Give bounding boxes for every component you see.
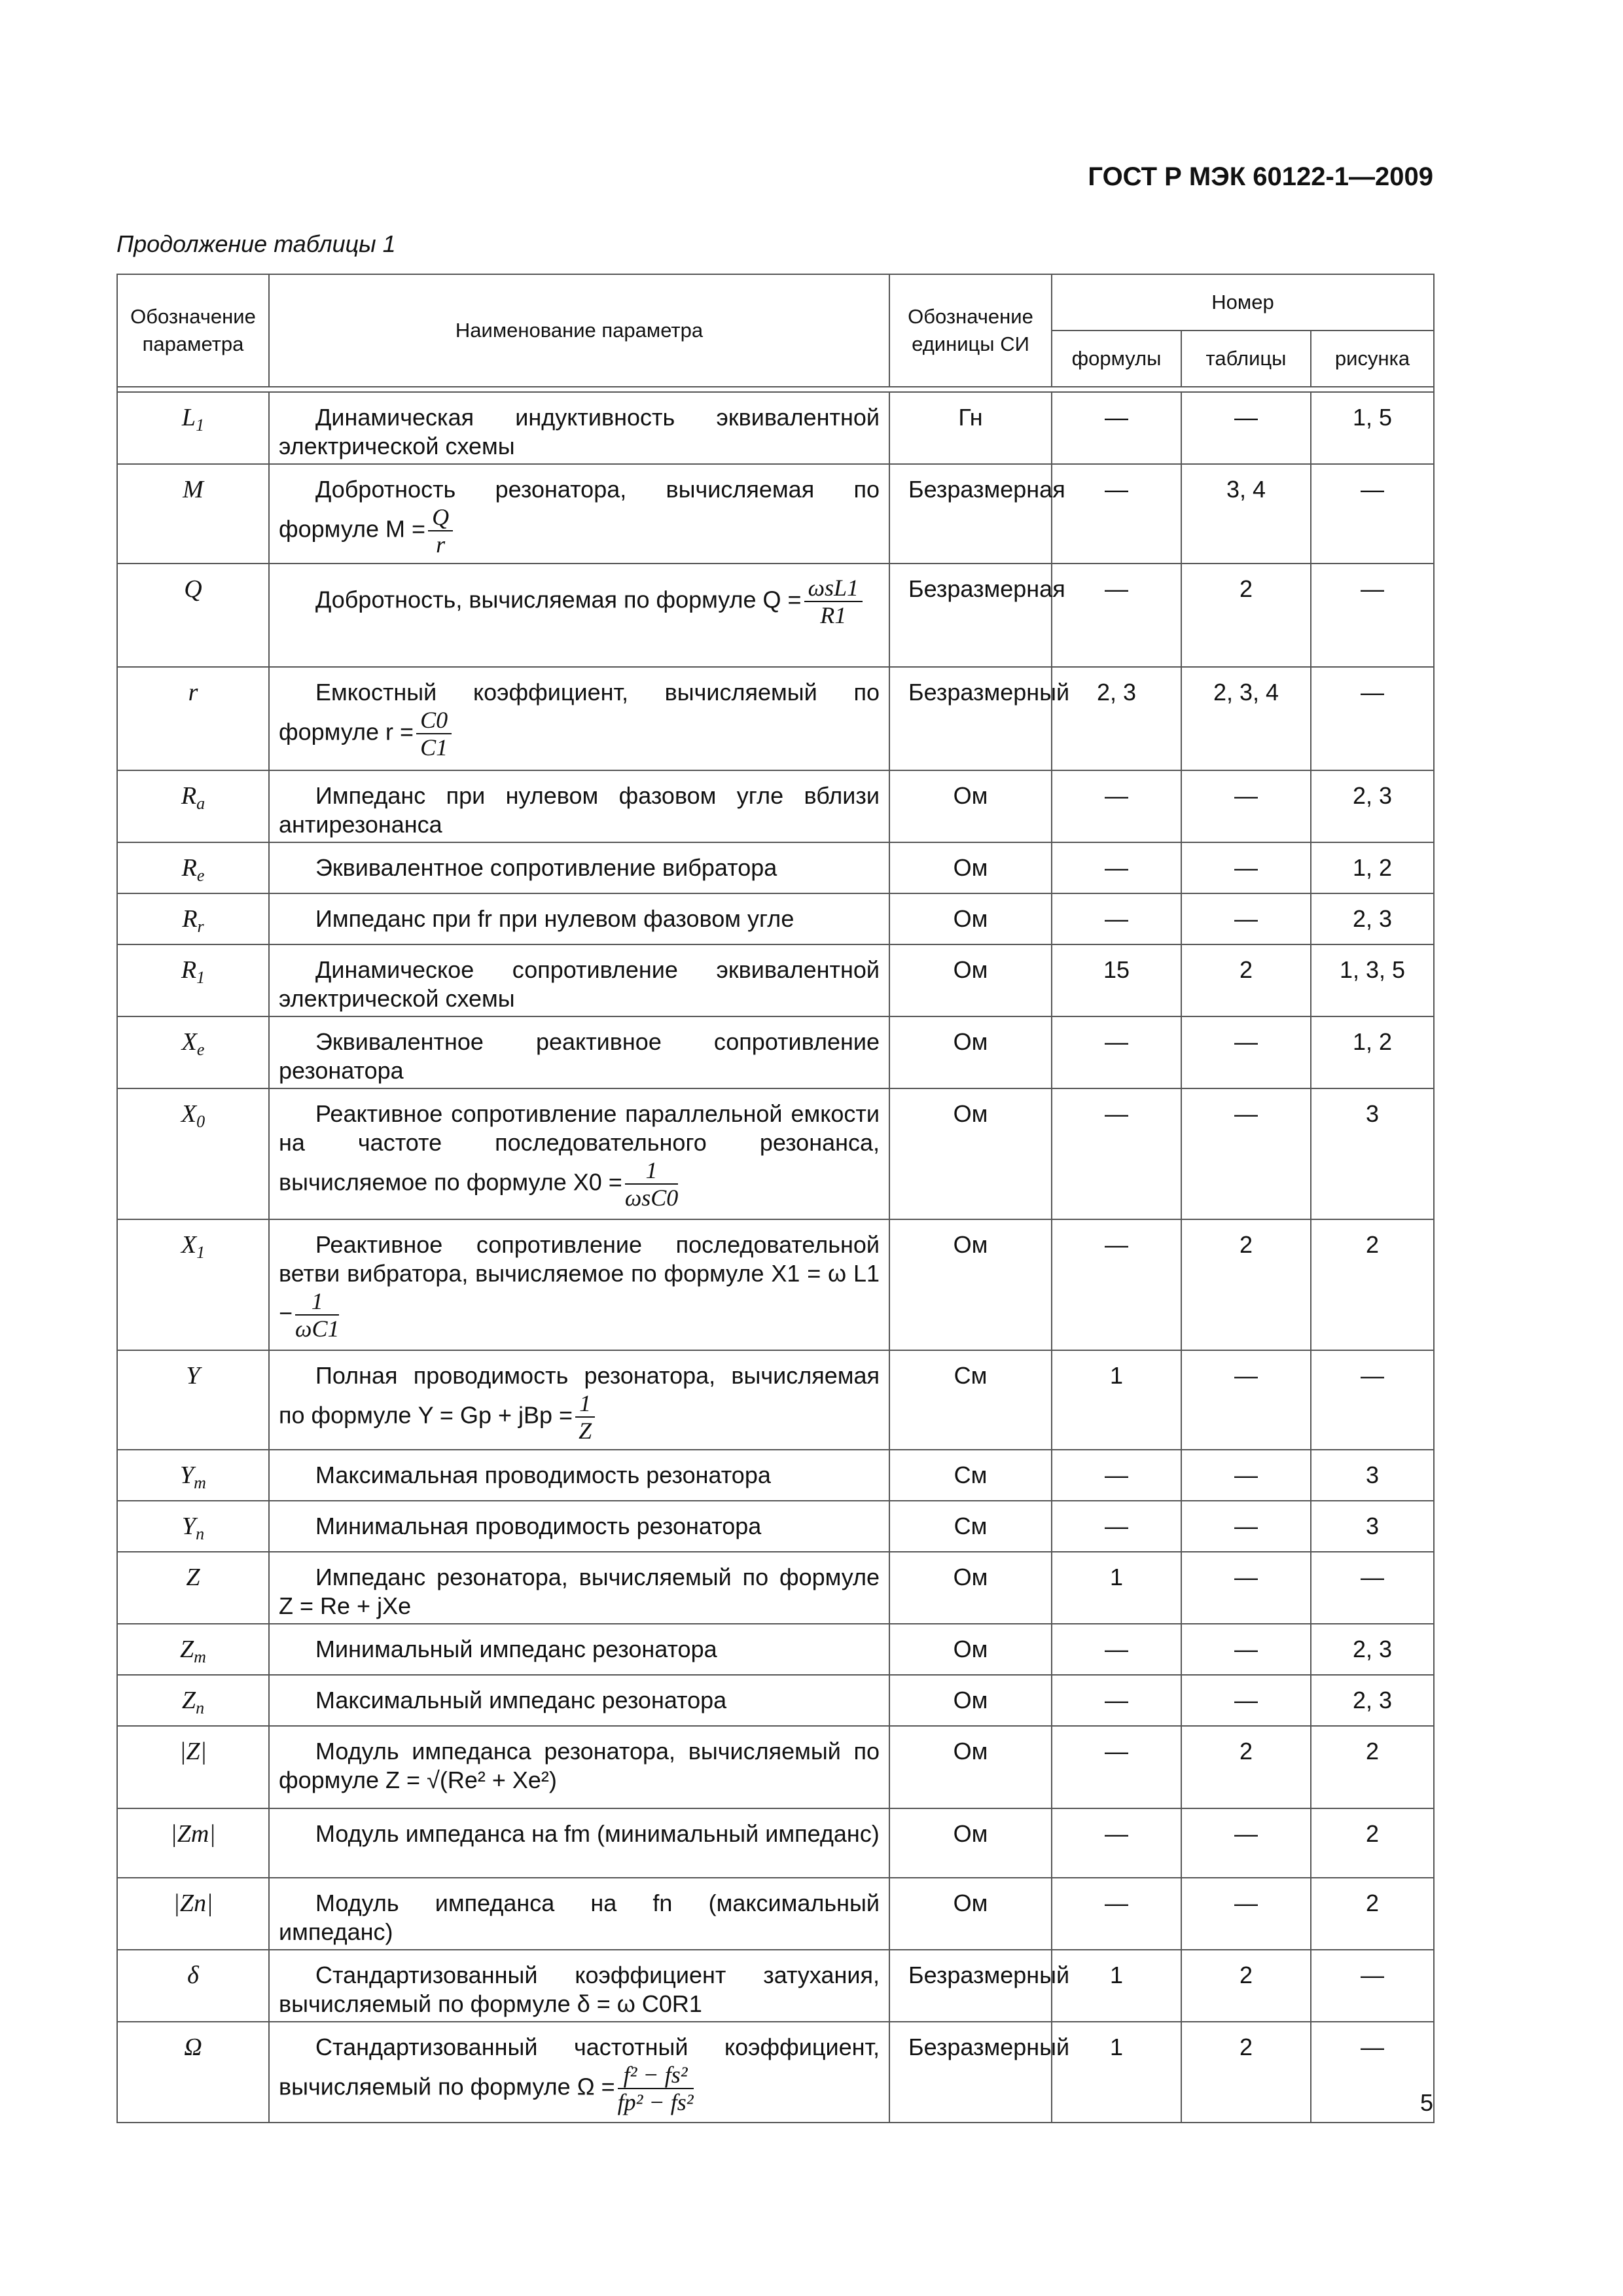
table-number: — xyxy=(1181,1808,1311,1878)
symbol-letter: X xyxy=(181,1231,197,1259)
figure-number: — xyxy=(1311,1350,1434,1450)
param-description xyxy=(269,770,889,842)
table-number: — xyxy=(1181,770,1311,842)
param-unit: Ом xyxy=(889,1088,1052,1219)
symbol-letter: R xyxy=(181,956,197,984)
table-number: 2 xyxy=(1181,1950,1311,2022)
formula-number: 1 xyxy=(1052,1552,1181,1624)
table-number: — xyxy=(1181,1088,1311,1219)
description-text: Стандартизованный коэффициент затухания, вычисляемый по формуле δ = ω C0R1 xyxy=(279,1962,880,2017)
table-row xyxy=(117,1624,1434,1675)
symbol-letter: X xyxy=(181,1100,197,1128)
description-text: Максимальный импеданс резонатора xyxy=(315,1687,727,1713)
formula-number: — xyxy=(1052,392,1181,464)
param-description xyxy=(269,893,889,944)
figure-number: 3 xyxy=(1311,1088,1434,1219)
table-row xyxy=(117,1088,1434,1219)
header-figure: рисунка xyxy=(1311,331,1434,387)
formula-fraction xyxy=(618,2062,694,2115)
figure-number: 1, 3, 5 xyxy=(1311,944,1434,1016)
table-number: — xyxy=(1181,1350,1311,1450)
table-number: — xyxy=(1181,1552,1311,1624)
param-unit: Ом xyxy=(889,1219,1052,1350)
param-unit: Ом xyxy=(889,770,1052,842)
table-row xyxy=(117,464,1434,564)
figure-number: 2, 3 xyxy=(1311,770,1434,842)
fraction-numerator: f² − fs² xyxy=(618,2062,694,2089)
figure-number: — xyxy=(1311,667,1434,770)
param-description xyxy=(269,944,889,1016)
fraction-numerator: C0 xyxy=(416,707,452,734)
fraction-numerator: ωsL1 xyxy=(804,575,863,602)
param-unit: Безразмерная xyxy=(889,464,1052,564)
description-text: Минимальная проводимость резонатора xyxy=(315,1513,762,1539)
param-unit: Ом xyxy=(889,1016,1052,1088)
table-row xyxy=(117,1450,1434,1501)
param-symbol xyxy=(117,1726,269,1808)
param-symbol xyxy=(117,893,269,944)
table-row xyxy=(117,392,1434,464)
formula-number: — xyxy=(1052,893,1181,944)
table-number: — xyxy=(1181,1016,1311,1088)
table-row xyxy=(117,2022,1434,2123)
description-text: Модуль импеданса на fm (минимальный импеданс) xyxy=(315,1820,880,1847)
figure-number: — xyxy=(1311,564,1434,667)
figure-number: 2, 3 xyxy=(1311,1675,1434,1726)
symbol-letter: L xyxy=(181,404,196,431)
param-description xyxy=(269,1552,889,1624)
description-text: Емкостный коэффициент, вычисляемый по формуле r = xyxy=(279,679,880,745)
symbol-letter: |Zm| xyxy=(170,1820,216,1848)
param-symbol xyxy=(117,842,269,893)
formula-number: 1 xyxy=(1052,1950,1181,2022)
header-separator xyxy=(117,387,1434,392)
formula-number: — xyxy=(1052,770,1181,842)
table-row xyxy=(117,1808,1434,1878)
description-text: Реактивное сопротивление параллельной емкости на частоте последовательного резонанса, вычисляемое по формуле X0 = xyxy=(279,1100,880,1196)
table-row xyxy=(117,1501,1434,1552)
symbol-letter: R xyxy=(181,854,197,882)
param-symbol xyxy=(117,1950,269,2022)
param-symbol xyxy=(117,770,269,842)
description-text: Модуль импеданса резонатора, вычисляемый по формуле Z = √(Re² + Xe²) xyxy=(279,1738,880,1793)
symbol-letter: R xyxy=(182,905,198,933)
table-body xyxy=(117,392,1434,2123)
symbol-letter: R xyxy=(181,782,197,810)
param-description xyxy=(269,392,889,464)
description-text: Динамическое сопротивление эквивалентной электрической схемы xyxy=(279,956,880,1012)
formula-number: 2, 3 xyxy=(1052,667,1181,770)
param-description xyxy=(269,1088,889,1219)
description-text: Максимальная проводимость резонатора xyxy=(315,1462,771,1488)
description-text: Импеданс резонатора, вычисляемый по формуле Z = Re + jXe xyxy=(279,1564,880,1619)
header-formula: формулы xyxy=(1052,331,1181,387)
formula-number: — xyxy=(1052,1450,1181,1501)
param-unit: Безразмерный xyxy=(889,2022,1052,2123)
table-row xyxy=(117,1878,1434,1950)
table-number: 2 xyxy=(1181,1726,1311,1808)
parameters-table xyxy=(116,274,1435,2123)
param-unit: Ом xyxy=(889,1726,1052,1808)
figure-number: — xyxy=(1311,1552,1434,1624)
param-description xyxy=(269,1350,889,1450)
symbol-subscript: n xyxy=(196,1698,205,1717)
fraction-denominator: Z xyxy=(579,1418,592,1444)
param-description xyxy=(269,1726,889,1808)
table-row xyxy=(117,1552,1434,1624)
formula-number: — xyxy=(1052,1808,1181,1878)
figure-number: 2, 3 xyxy=(1311,893,1434,944)
description-text: Динамическая индуктивность эквивалентной электрической схемы xyxy=(279,404,880,459)
param-symbol xyxy=(117,1088,269,1219)
formula-number: — xyxy=(1052,1219,1181,1350)
header-unit: Обозначение единицы СИ xyxy=(889,274,1052,387)
formula-fraction xyxy=(428,504,453,558)
param-description xyxy=(269,667,889,770)
formula-number: — xyxy=(1052,1878,1181,1950)
formula-fraction xyxy=(804,575,863,628)
param-symbol xyxy=(117,464,269,564)
param-unit: См xyxy=(889,1450,1052,1501)
param-symbol xyxy=(117,1501,269,1552)
table-row xyxy=(117,1950,1434,2022)
symbol-letter: |Z| xyxy=(179,1738,207,1765)
fraction-denominator: R1 xyxy=(820,602,847,628)
figure-number: 2 xyxy=(1311,1878,1434,1950)
formula-number: — xyxy=(1052,1016,1181,1088)
param-description xyxy=(269,1219,889,1350)
table-row xyxy=(117,564,1434,667)
param-symbol xyxy=(117,1878,269,1950)
table-number: 2 xyxy=(1181,1219,1311,1350)
description-text: Импеданс при fr при нулевом фазовом угле xyxy=(315,905,794,932)
param-description xyxy=(269,1950,889,2022)
figure-number: 1, 2 xyxy=(1311,842,1434,893)
page-number: 5 xyxy=(1419,2089,1433,2116)
param-unit: Ом xyxy=(889,1552,1052,1624)
description-text: Реактивное сопротивление последовательной ветви вибратора, вычисляемое по формуле X1 = ω L1 − xyxy=(279,1231,880,1327)
figure-number: 1, 5 xyxy=(1311,392,1434,464)
param-description xyxy=(269,2022,889,2123)
param-symbol xyxy=(117,1675,269,1726)
document-code: ГОСТ Р МЭК 60122-1—2009 xyxy=(1088,162,1433,191)
param-symbol xyxy=(117,1350,269,1450)
symbol-letter: Y xyxy=(181,1513,196,1540)
figure-number: 2 xyxy=(1311,1219,1434,1350)
param-description xyxy=(269,1501,889,1552)
param-symbol xyxy=(117,1450,269,1501)
param-unit: Ом xyxy=(889,1878,1052,1950)
formula-number: — xyxy=(1052,1726,1181,1808)
formula-number: 1 xyxy=(1052,1350,1181,1450)
table-row xyxy=(117,1350,1434,1450)
param-symbol xyxy=(117,667,269,770)
symbol-subscript: a xyxy=(196,794,205,813)
param-description xyxy=(269,1878,889,1950)
symbol-letter: Z xyxy=(186,1564,200,1591)
figure-number: — xyxy=(1311,464,1434,564)
description-text: Добротность резонатора, вычисляемая по формуле M = xyxy=(279,476,880,543)
formula-number: — xyxy=(1052,1088,1181,1219)
fraction-denominator: fp² − fs² xyxy=(617,2089,694,2115)
formula-fraction xyxy=(575,1390,595,1444)
figure-number: 2 xyxy=(1311,1808,1434,1878)
table-row xyxy=(117,944,1434,1016)
symbol-letter: r xyxy=(188,679,198,706)
param-unit: Ом xyxy=(889,1624,1052,1675)
table-row xyxy=(117,842,1434,893)
description-text: Модуль импеданса на fn (максимальный импеданс) xyxy=(279,1890,880,1945)
formula-number: — xyxy=(1052,564,1181,667)
symbol-subscript: e xyxy=(196,1040,205,1059)
table-number: — xyxy=(1181,392,1311,464)
fraction-numerator: Q xyxy=(428,504,453,531)
param-symbol xyxy=(117,2022,269,2123)
fraction-denominator: r xyxy=(436,531,446,558)
table-number: — xyxy=(1181,1501,1311,1552)
symbol-letter: δ xyxy=(187,1962,199,1989)
description-text: Эквивалентное сопротивление вибратора xyxy=(315,854,777,881)
param-description xyxy=(269,1675,889,1726)
symbol-subscript: 1 xyxy=(196,968,205,987)
param-symbol xyxy=(117,1219,269,1350)
symbol-letter: Y xyxy=(186,1362,200,1390)
table-row xyxy=(117,1219,1434,1350)
symbol-letter: X xyxy=(181,1028,197,1056)
symbol-letter: Q xyxy=(184,575,202,603)
symbol-subscript: n xyxy=(196,1524,205,1543)
fraction-numerator: 1 xyxy=(575,1390,595,1418)
header-name: Наименование параметра xyxy=(269,274,889,387)
table-row xyxy=(117,893,1434,944)
table-number: — xyxy=(1181,893,1311,944)
description-text: Добротность, вычисляемая по формуле Q = xyxy=(315,586,802,613)
param-unit: См xyxy=(889,1501,1052,1552)
param-symbol xyxy=(117,944,269,1016)
formula-number: — xyxy=(1052,1675,1181,1726)
symbol-subscript: 1 xyxy=(196,1243,205,1262)
figure-number: 2, 3 xyxy=(1311,1624,1434,1675)
table-caption: Продолжение таблицы 1 xyxy=(116,230,396,257)
param-unit: См xyxy=(889,1350,1052,1450)
param-symbol xyxy=(117,564,269,667)
symbol-subscript: r xyxy=(197,917,204,936)
symbol-letter: |Zn| xyxy=(173,1890,213,1917)
description-text: Импеданс при нулевом фазовом угле вблизи антирезонанса xyxy=(279,782,880,838)
table-row xyxy=(117,667,1434,770)
symbol-subscript: e xyxy=(196,866,205,885)
formula-number: — xyxy=(1052,842,1181,893)
param-description xyxy=(269,464,889,564)
fraction-denominator: ωsC0 xyxy=(624,1185,679,1211)
table-number: 2, 3, 4 xyxy=(1181,667,1311,770)
formula-number: — xyxy=(1052,1501,1181,1552)
table-row xyxy=(117,770,1434,842)
table-number: — xyxy=(1181,842,1311,893)
formula-number: 1 xyxy=(1052,2022,1181,2123)
table-row xyxy=(117,1726,1434,1808)
param-unit: Ом xyxy=(889,893,1052,944)
figure-number: 1, 2 xyxy=(1311,1016,1434,1088)
table-number: 2 xyxy=(1181,2022,1311,2123)
table-number: — xyxy=(1181,1675,1311,1726)
table-number: 2 xyxy=(1181,564,1311,667)
table-row xyxy=(117,1016,1434,1088)
symbol-letter: Z xyxy=(180,1636,194,1663)
figure-number: — xyxy=(1311,2022,1434,2123)
param-symbol xyxy=(117,1016,269,1088)
fraction-numerator: 1 xyxy=(295,1288,339,1316)
param-unit: Безразмерная xyxy=(889,564,1052,667)
symbol-subscript: m xyxy=(194,1473,206,1492)
param-description xyxy=(269,1016,889,1088)
param-symbol xyxy=(117,1552,269,1624)
fraction-denominator: ωC1 xyxy=(295,1316,340,1342)
fraction-numerator: 1 xyxy=(625,1157,678,1185)
formula-number: 15 xyxy=(1052,944,1181,1016)
table-row xyxy=(117,1675,1434,1726)
param-unit: Ом xyxy=(889,1808,1052,1878)
description-text: Полная проводимость резонатора, вычисляемая по формуле Y = Gp + jBp = xyxy=(279,1362,880,1429)
figure-number: — xyxy=(1311,1950,1434,2022)
figure-number: 3 xyxy=(1311,1501,1434,1552)
symbol-subscript: m xyxy=(194,1647,206,1666)
param-description xyxy=(269,1624,889,1675)
figure-number: 3 xyxy=(1311,1450,1434,1501)
formula-number: — xyxy=(1052,464,1181,564)
param-description xyxy=(269,564,889,667)
table-number: — xyxy=(1181,1878,1311,1950)
param-description xyxy=(269,1450,889,1501)
param-unit: Ом xyxy=(889,842,1052,893)
description-text: Минимальный импеданс резонатора xyxy=(315,1636,717,1662)
param-unit: Ом xyxy=(889,944,1052,1016)
header-number: Номер xyxy=(1052,274,1434,331)
formula-fraction xyxy=(625,1157,678,1211)
formula-fraction xyxy=(295,1288,339,1342)
table-number: — xyxy=(1181,1624,1311,1675)
symbol-subscript: 1 xyxy=(196,416,205,435)
formula-fraction xyxy=(416,707,452,761)
symbol-letter: Ω xyxy=(184,2034,202,2061)
param-unit: Гн xyxy=(889,392,1052,464)
description-text: Стандартизованный частотный коэффициент, вычисляемый по формуле Ω = xyxy=(279,2034,880,2100)
symbol-subscript: 0 xyxy=(196,1112,205,1131)
param-unit: Ом xyxy=(889,1675,1052,1726)
description-text: Эквивалентное реактивное сопротивление резонатора xyxy=(279,1028,880,1084)
param-symbol xyxy=(117,1808,269,1878)
param-unit: Безразмерный xyxy=(889,667,1052,770)
param-description xyxy=(269,842,889,893)
table-number: 3, 4 xyxy=(1181,464,1311,564)
fraction-denominator: C1 xyxy=(420,734,448,761)
param-symbol xyxy=(117,1624,269,1675)
header-table: таблицы xyxy=(1181,331,1311,387)
symbol-letter: M xyxy=(183,476,204,503)
param-unit: Безразмерный xyxy=(889,1950,1052,2022)
formula-number: — xyxy=(1052,1624,1181,1675)
param-description xyxy=(269,1808,889,1878)
table-number: 2 xyxy=(1181,944,1311,1016)
symbol-letter: Z xyxy=(181,1687,196,1714)
header-symbol: Обозначение параметра xyxy=(117,274,269,387)
table-number: — xyxy=(1181,1450,1311,1501)
symbol-letter: Y xyxy=(180,1462,194,1489)
param-symbol xyxy=(117,392,269,464)
figure-number: 2 xyxy=(1311,1726,1434,1808)
